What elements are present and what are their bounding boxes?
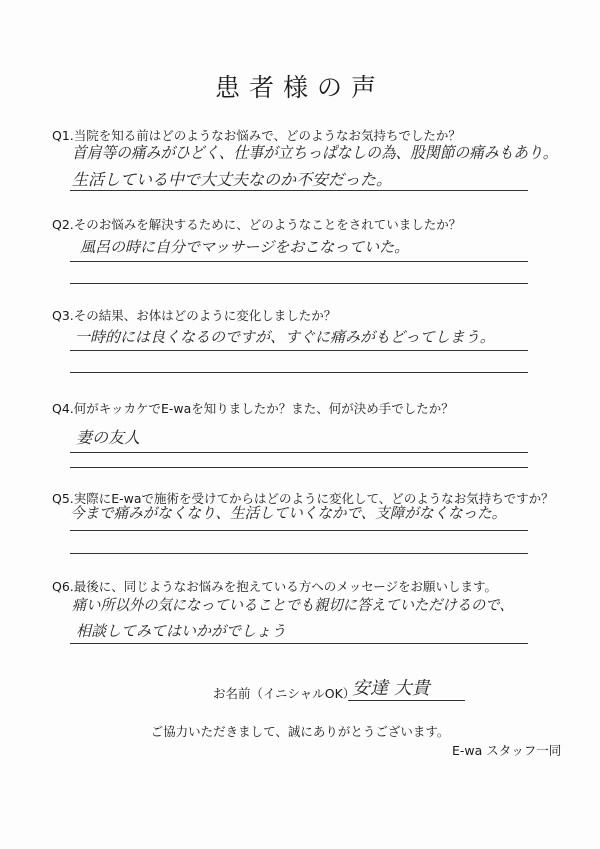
answer-line bbox=[70, 553, 528, 554]
answer-1-line-2: 生活している中で大丈夫なのか不安だった。 bbox=[72, 170, 393, 189]
answer-3-line-1: 一時的には良くなるのですが、すぐに痛みがもどってしまう。 bbox=[75, 328, 495, 346]
name-value: 安達 大貴 bbox=[352, 678, 430, 699]
answer-2-line-1: 風呂の時に自分でマッサージをおこなっていた。 bbox=[80, 238, 410, 256]
staff-signature: E-wa スタッフ一同 bbox=[452, 743, 562, 758]
answer-line bbox=[70, 350, 528, 351]
name-label: お名前（イニシャルOK） bbox=[213, 686, 356, 701]
question-4-label: Q4.何がキッカケでE-waを知りましたか？また、何が決め手でしたか？ bbox=[52, 401, 454, 416]
answer-5-line-1: 今まで痛みがなくなり、生活していくなかで、支障がなくなった。 bbox=[70, 504, 507, 522]
page-title: 患者様の声 bbox=[214, 73, 385, 102]
answer-4-line-1: 妻の友人 bbox=[76, 428, 141, 447]
answer-line bbox=[70, 530, 528, 531]
answer-line bbox=[70, 467, 528, 468]
answer-6-line-1: 痛い所以外の気になっていることでも親切に答えていただけるので、 bbox=[72, 596, 514, 614]
answer-line bbox=[70, 452, 528, 453]
thanks-message: ご協力いただきまして、誠にありがとうございます。 bbox=[150, 724, 450, 739]
name-line bbox=[348, 700, 465, 701]
answer-6-line-2: 相談してみてはいかがでしょう bbox=[76, 622, 287, 640]
question-2-label: Q2.そのお悩みを解決するために、どのようなことをされていましたか？ bbox=[52, 217, 462, 232]
question-6-label: Q6.最後に、同じようなお悩みを抱えている方へのメッセージをお願いします。 bbox=[52, 579, 498, 594]
question-5-label: Q5.実際にE-waで施術を受けてからはどのように変化して、どのようなお気持ちですか？ bbox=[52, 491, 554, 506]
answer-line bbox=[70, 372, 528, 373]
question-3-label: Q3.その結果、お体はどのように変化しましたか？ bbox=[52, 308, 337, 323]
answer-line bbox=[70, 283, 528, 284]
answer-line bbox=[70, 643, 528, 644]
answer-line bbox=[70, 190, 528, 191]
answer-line bbox=[70, 261, 528, 262]
question-1-label: Q1.当院を知る前はどのようなお悩みで、どのようなお気持ちでしたか？ bbox=[52, 128, 461, 143]
answer-1-line-1: 首肩等の痛みがひどく、仕事が立ちっぱなしの為、股関節の痛みもあり。 bbox=[72, 143, 558, 162]
